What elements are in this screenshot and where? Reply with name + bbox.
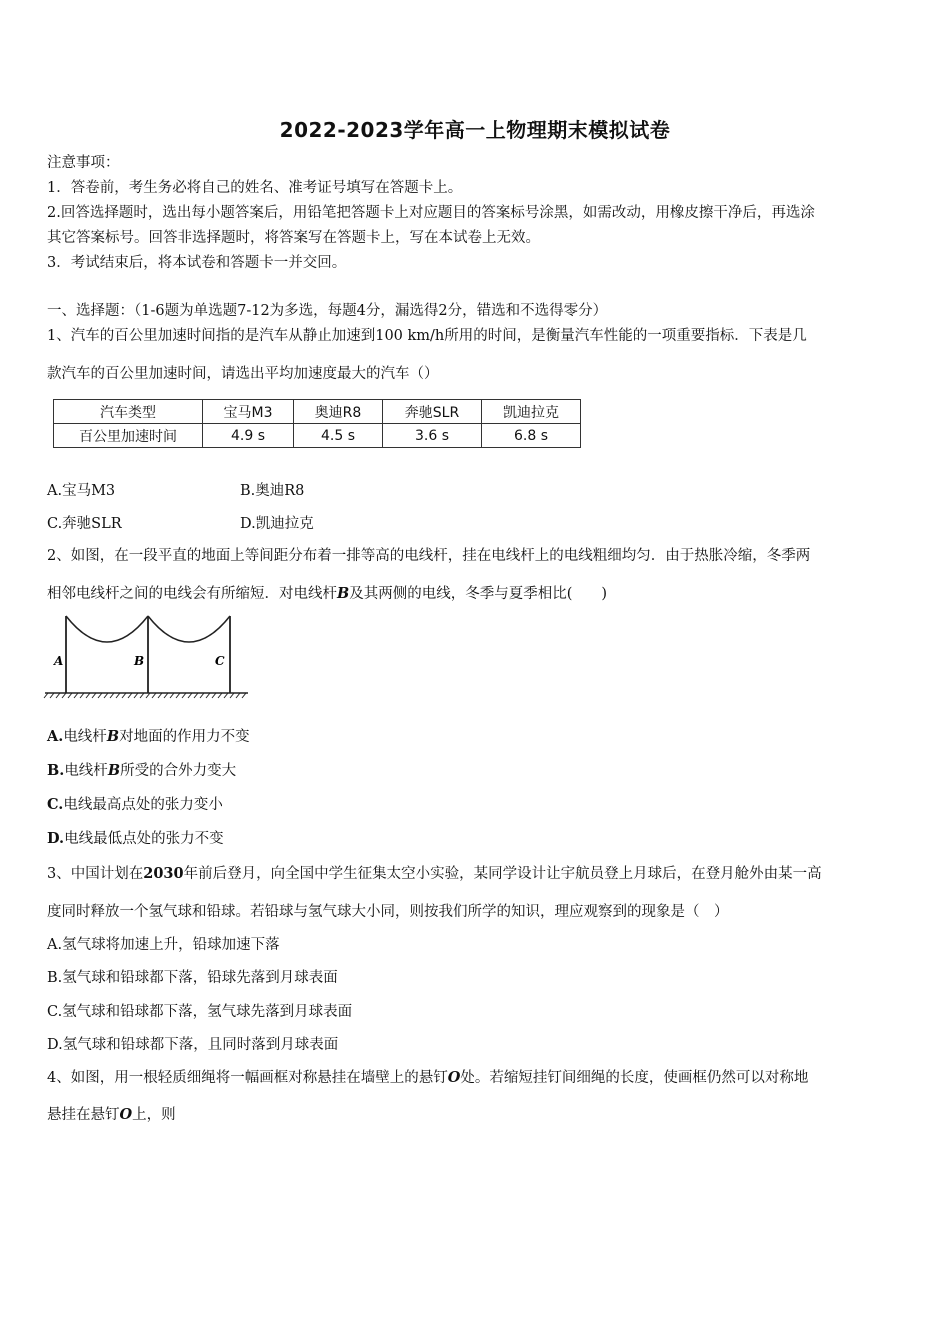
option-post: 所受的合外力变大 xyxy=(120,763,237,779)
acceleration-table xyxy=(53,399,581,448)
table-cell: 奔驰SLR xyxy=(383,400,482,424)
option-var: B xyxy=(106,728,120,745)
option-letter: D. xyxy=(47,830,65,847)
q4-line1-pre: 4、如图，用一根轻质细绳将一幅画框对称悬挂在墙壁上的悬钉 xyxy=(47,1070,448,1086)
q3-text-line-1 xyxy=(47,865,822,883)
q2-text-line-2 xyxy=(47,585,607,603)
q2-line2-pre: 相邻电线杆之间的电线会有所缩短．对电线杆 xyxy=(47,586,337,602)
option-post: 对地面的作用力不变 xyxy=(119,729,250,745)
option-letter: A. xyxy=(47,728,64,745)
q1-text-line-1: 1、汽车的百公里加速时间指的是汽车从静止加速到100 km/h所用的时间，是衡量汽车性能的一项重要指标．下表是几 xyxy=(47,328,807,344)
option-letter: B. xyxy=(47,762,65,779)
q2-line2-post: 及其两侧的电线，冬季与夏季相比( ) xyxy=(349,586,608,602)
wire-ab xyxy=(66,616,148,642)
q4-line2-var: O xyxy=(119,1106,133,1123)
q3-option-d: D.氢气球和铅球都下落，且同时落到月球表面 xyxy=(47,1037,339,1053)
exam-title: 2022-2023学年高一上物理期末模拟试卷 xyxy=(279,118,671,142)
q3-year: 2030 xyxy=(143,865,184,882)
q4-line2-pre: 悬挂在悬钉 xyxy=(47,1107,120,1123)
q1-option-c: C.奔驰SLR xyxy=(47,516,122,532)
option-pre: 电线杆 xyxy=(64,763,108,779)
notice-item-2: 2.回答选择题时，选出每小题答案后，用铅笔把答题卡上对应题目的答案标号涂黑，如需改动，用橡皮擦干净后，再选涂 xyxy=(47,205,815,221)
q4-line2-post: 上，则 xyxy=(132,1107,176,1123)
power-line-figure xyxy=(42,608,252,700)
option-pre: 电线最低点处的张力不变 xyxy=(64,831,224,847)
wire-bc xyxy=(148,616,230,642)
table-cell: 4.5 s xyxy=(294,424,383,448)
table-cell: 汽车类型 xyxy=(54,400,203,424)
option-pre: 电线杆 xyxy=(63,729,107,745)
table-cell: 百公里加速时间 xyxy=(54,424,203,448)
pole-label-b: B xyxy=(134,654,145,668)
q2-option-b xyxy=(47,762,236,780)
q2-option-c xyxy=(47,796,223,814)
table-cell: 奥迪R8 xyxy=(294,400,383,424)
notice-item-1: 1．答卷前，考生务必将自己的姓名、准考证号填写在答题卡上。 xyxy=(47,180,463,196)
pole-label-a: A xyxy=(54,654,64,668)
q2-text-line-1: 2、如图，在一段平直的地面上等间距分布着一排等高的电线杆，挂在电线杆上的电线粗细均匀．由于热胀冷缩，冬季两 xyxy=(47,548,811,564)
table-row xyxy=(54,424,581,448)
notice-heading: 注意事项： xyxy=(47,155,120,171)
q3-line1-pre: 3、中国计划在 xyxy=(47,866,144,882)
q2-option-d xyxy=(47,830,224,848)
q4-text-line-1 xyxy=(47,1069,808,1087)
table-cell: 4.9 s xyxy=(203,424,294,448)
table-cell: 3.6 s xyxy=(383,424,482,448)
q4-text-line-2 xyxy=(47,1106,176,1124)
table-header-row xyxy=(54,400,581,424)
table-cell: 宝马M3 xyxy=(203,400,294,424)
option-letter: C. xyxy=(47,796,64,813)
q3-line1-post: 年前后登月，向全国中学生征集太空小实验，某同学设计让宇航员登上月球后，在登月舱外由某一高 xyxy=(183,866,822,882)
q3-text-line-2: 度同时释放一个氢气球和铅球。若铅球与氢气球大小同，则按我们所学的知识，理应观察到的现象是（ ） xyxy=(47,904,729,920)
table-cell: 6.8 s xyxy=(482,424,581,448)
q3-option-c: C.氢气球和铅球都下落，氢气球先落到月球表面 xyxy=(47,1004,353,1020)
q4-line1-post: 处。若缩短挂钉间细绳的长度，使画框仍然可以对称地 xyxy=(460,1070,809,1086)
q2-option-a xyxy=(47,728,250,746)
q3-option-a: A.氢气球将加速上升，铅球加速下落 xyxy=(47,937,280,953)
q1-option-b: B.奥迪R8 xyxy=(240,483,305,499)
q1-text-line-2: 款汽车的百公里加速时间，请选出平均加速度最大的汽车（） xyxy=(47,366,439,382)
pole-label-c: C xyxy=(215,654,225,668)
option-pre: 电线最高点处的张力变小 xyxy=(63,797,223,813)
q1-option-a: A.宝马M3 xyxy=(47,483,116,499)
q4-line1-var: O xyxy=(447,1069,461,1086)
q2-line2-var: B xyxy=(337,585,350,602)
q1-option-d: D.凯迪拉克 xyxy=(240,516,314,532)
notice-item-3: 3．考试结束后，将本试卷和答题卡一并交回。 xyxy=(47,255,347,271)
notice-item-2-cont: 其它答案标号。回答非选择题时，将答案写在答题卡上，写在本试卷上无效。 xyxy=(47,230,540,246)
option-var: B xyxy=(107,762,121,779)
table-cell: 凯迪拉克 xyxy=(482,400,581,424)
section-heading: 一、选择题：（1-6题为单选题7-12为多选，每题4分，漏选得2分，错选和不选得零分） xyxy=(47,303,608,319)
q3-option-b: B.氢气球和铅球都下落，铅球先落到月球表面 xyxy=(47,970,338,986)
